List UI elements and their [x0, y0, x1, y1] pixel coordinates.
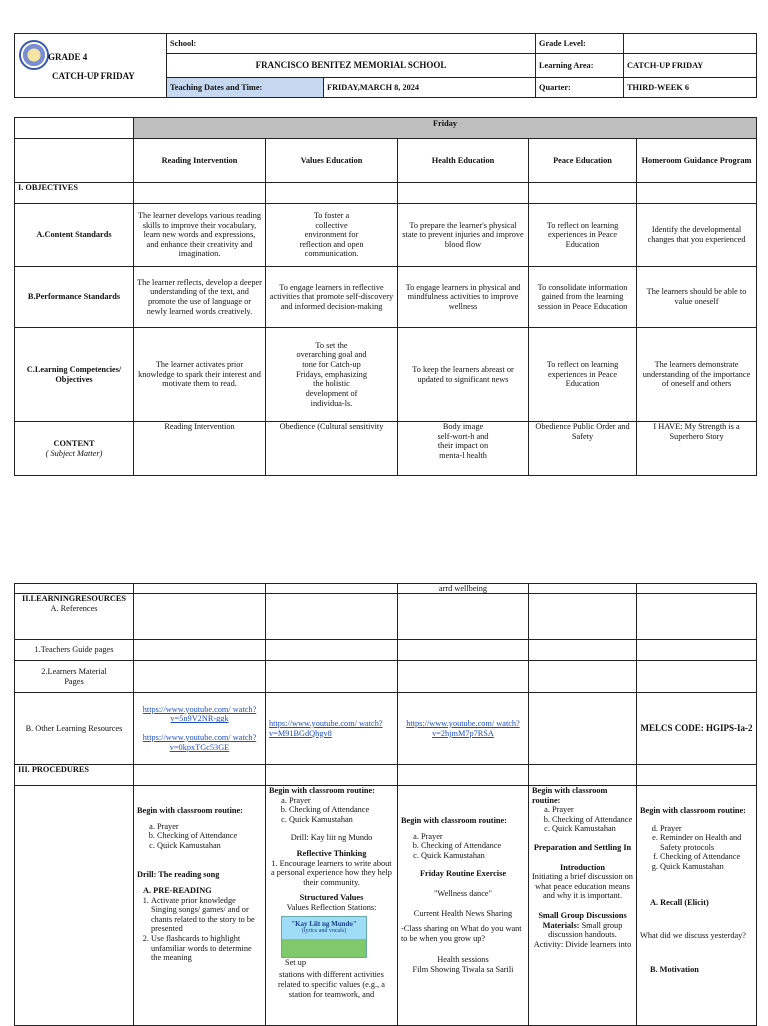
health-routine: Begin with classroom routine:	[401, 816, 507, 825]
values-link-cell	[266, 693, 398, 765]
list-item: b. Checking of Attendance	[289, 805, 394, 815]
col-values: Values Education	[266, 139, 398, 183]
competencies-peace: To reflect on learning experiences in Peace Education	[529, 328, 637, 422]
learning-area-value: CATCH-UP FRIDAY	[624, 53, 757, 77]
list-item: c. Quick Kamustahan	[421, 851, 525, 861]
film-showing: Film Showing Tiwala sa Sarili	[412, 965, 514, 975]
col-peace: Peace Education	[529, 139, 637, 183]
content-standards-values: To foster a collective environment for reflection and open communication.	[266, 204, 398, 267]
competencies-homeroom: The learners demonstrate understanding of the importance of oneself and others	[637, 328, 757, 422]
performance-standards-values: To engage learners in reflective activities that promote self-discovery and informed decision-making	[266, 267, 398, 328]
health-routine-list	[401, 832, 525, 861]
introduction-heading: Introduction	[559, 862, 606, 872]
values-link[interactable]: https://www.youtube.com/ watch?v=M91BGdQhgv8	[269, 718, 383, 738]
resources-label-cell	[15, 594, 134, 640]
preparation-heading: Preparation and Settling In	[533, 843, 632, 853]
resources-label: II.LEARNINGRESOURCES	[22, 594, 126, 603]
content-standards-label: A.Content Standards	[15, 204, 134, 267]
quarter-value: THIRD-WEEK 6	[624, 78, 757, 98]
list-item: c. Quick Kamustahan	[289, 815, 394, 825]
content-label: CONTENT	[53, 438, 95, 448]
small-group-heading: Small Group Discussions	[538, 911, 627, 921]
health-procedure	[398, 786, 529, 1026]
school-label: School:	[167, 34, 536, 54]
list-item: 1. Activate prior knowledge Singing songs/ games/ and or chants related to the story to be presented	[151, 896, 262, 934]
col-health: Health Education	[398, 139, 529, 183]
grade-level-value	[624, 34, 757, 54]
content-health: Body image self-wort-h and their impact on menta-l health	[398, 422, 529, 476]
peace-routine-list	[532, 805, 633, 834]
stations-label: Values Reflection Stations:	[286, 903, 377, 913]
health-sessions: Health sessions	[437, 955, 489, 965]
performance-standards-label: B.Performance Standards	[15, 267, 134, 328]
class-sharing: -Class sharing on What do you want to be when you grow up?	[401, 924, 522, 943]
structured-heading: Structured Values	[299, 893, 364, 903]
list-item: b. Checking of Attendance	[421, 841, 525, 851]
list-item: e. Reminder on Health and Safety protocols	[660, 833, 753, 852]
setup-text: Set up	[285, 957, 306, 967]
wellness-dance: "Wellness dance"	[434, 889, 492, 899]
col-reading: Reading Intervention	[134, 139, 266, 183]
teaching-dates-label: Teaching Dates and Time:	[167, 78, 324, 98]
pre-reading-heading: A. PRE-READING	[143, 886, 212, 896]
performance-standards-health: To engage learners in physical and mindfulness activities to improve wellness	[398, 267, 529, 328]
lm-label: 2.Learners Material Pages	[15, 661, 134, 693]
catchup-label: CATCH-UP FRIDAY	[52, 71, 135, 81]
lesson-table-1	[14, 117, 757, 476]
materials-value: Small group discussion handouts.	[548, 920, 623, 940]
references-label: A. References	[50, 603, 98, 613]
reflective-text: 1. Encourage learners to write about a personal experience how they help their community.	[271, 858, 392, 887]
empty-subject-corner	[15, 139, 134, 183]
values-routine: Begin with classroom routine:	[269, 786, 375, 795]
song-title: "Kay Liit ng Mundo"	[291, 919, 357, 928]
teaching-dates-value: FRIDAY,MARCH 8, 2024	[324, 78, 536, 98]
list-item: c. Quick Kamustahan	[552, 824, 633, 834]
homeroom-routine: Begin with classroom routine:	[640, 806, 746, 815]
content-standards-reading: The learner develops various reading skills to improve their vocabulary, learn new words and expressions, and enhance their creativity and imagination.	[134, 204, 266, 267]
content-reading: Reading Intervention	[134, 422, 266, 476]
grade-cell	[15, 34, 167, 98]
list-item: a. Prayer	[289, 796, 394, 806]
list-item: c. Quick Kamustahan	[157, 841, 262, 851]
performance-standards-peace: To consolidate information gained from the learning session in Peace Education	[529, 267, 637, 328]
friday-routine: Friday Routine Exercise	[419, 869, 507, 879]
list-item: d. Prayer	[660, 824, 753, 834]
header-table	[14, 33, 757, 98]
list-item: 2. Use flashcards to highlight unfamiliar words to determine the meaning	[151, 934, 262, 963]
materials-text	[532, 921, 633, 940]
content-label-cell	[15, 422, 134, 476]
health-news: Current Health News Sharing	[413, 908, 513, 918]
pre-reading-list	[137, 896, 262, 963]
recall-heading: A. Recall (Elicit)	[650, 897, 709, 907]
content-peace: Obedience Public Order and Safety	[529, 422, 637, 476]
list-item: a. Prayer	[552, 805, 633, 815]
reading-procedure	[134, 786, 266, 1026]
reading-link-1[interactable]: https://www.youtube.com/ watch?v=5n9V2NR-ggk	[142, 704, 257, 724]
other-resources-label: B. Other Learning Resources	[15, 693, 134, 765]
grade-level-label: Grade Level:	[536, 34, 624, 54]
values-drill: Drill: Kay liit ng Mundo	[290, 833, 373, 843]
values-routine-list	[269, 796, 394, 825]
introduction-text: Initiating a brief discussion on what peace education means and why it is important.	[532, 872, 633, 901]
subject-matter-label: ( Subject Matter)	[45, 448, 103, 458]
objectives-heading: I. OBJECTIVES	[15, 183, 134, 204]
health-link-cell	[398, 693, 529, 765]
homeroom-routine-list	[640, 824, 753, 872]
reflective-heading: Reflective Thinking	[296, 849, 367, 859]
competencies-values: To set the overarching goal and tone for Catch-up Fridays, emphasizing the holistic development of individua-ls.	[266, 328, 398, 422]
learning-area-label: Learning Area:	[536, 53, 624, 77]
health-link[interactable]: https://www.youtube.com/ watch?v=2hjmM7p7RSA	[406, 718, 520, 738]
list-item: f. Checking of Attendance	[660, 852, 753, 862]
deped-seal-icon	[19, 40, 49, 70]
procedures-heading: III. PROCEDURES	[15, 765, 134, 786]
competencies-reading: The learner activates prior knowledge to spark their interest and motivate them to read.	[134, 328, 266, 422]
stations-text: stations with different activities related to specific values (e.g., a station for teamwork, and	[278, 970, 385, 999]
performance-standards-reading: The learner reflects, develop a deeper understanding of the text, and promote the use of language or newly learned words creatively.	[134, 267, 266, 328]
materials-label: Materials:	[542, 920, 580, 930]
song-thumbnail-image	[281, 916, 367, 958]
competencies-label: C.Learning Competencies/ Objectives	[15, 328, 134, 422]
content-values: Obedience (Cultural sensitivity	[266, 422, 398, 476]
peace-routine: Begin with classroom routine:	[532, 786, 608, 805]
reading-link-2[interactable]: https://www.youtube.com/ watch?v=0kpxTGc53GE	[142, 733, 257, 752]
performance-standards-homeroom: The learners should be able to value oneself	[637, 267, 757, 328]
list-item: g. Quick Kamustahan	[660, 862, 753, 872]
reading-links-cell	[134, 693, 266, 765]
quarter-label: Quarter:	[536, 78, 624, 98]
list-item: b. Checking of Attendance	[157, 831, 262, 841]
melcs-code: MELCS CODE: HGIPS-Ia-2	[637, 693, 757, 765]
list-item: a. Prayer	[421, 832, 525, 842]
motivation-heading: B. Motivation	[650, 964, 699, 974]
content-homeroom: I HAVE: My Strength is a Superhero Story	[637, 422, 757, 476]
reading-routine-list	[137, 822, 262, 851]
day-header: Friday	[134, 118, 757, 139]
reading-drill: Drill: The reading song	[137, 870, 220, 880]
tg-label: 1.Teachers Guide pages	[15, 640, 134, 661]
school-name: FRANCISCO BENITEZ MEMORIAL SCHOOL	[167, 53, 536, 77]
song-row	[281, 916, 394, 968]
carry-over-text: arrd wellbeing	[398, 584, 529, 594]
peace-procedure	[529, 786, 637, 1026]
col-homeroom: Homeroom Guidance Program	[637, 139, 757, 183]
content-standards-homeroom: Identify the developmental changes that you experienced	[637, 204, 757, 267]
recall-question: What did we discuss yesterday?	[640, 931, 746, 941]
content-standards-peace: To reflect on learning experiences in Peace Education	[529, 204, 637, 267]
homeroom-procedure	[637, 786, 757, 1026]
lesson-table-2	[14, 583, 757, 1026]
song-subtitle: (lyrics and vocals)	[301, 927, 347, 934]
list-item: b. Checking of Attendance	[552, 815, 633, 825]
reading-routine: Begin with classroom routine:	[137, 806, 243, 815]
content-standards-health: To prepare the learner's physical state to prevent injuries and improve blood flow	[398, 204, 529, 267]
activity-text: Activity: Divide learners into	[533, 939, 632, 949]
competencies-health: To keep the learners abreast or updated to significant news	[398, 328, 529, 422]
values-procedure	[266, 786, 398, 1026]
grade-label: GRADE 4	[48, 52, 88, 62]
list-item: a. Prayer	[157, 822, 262, 832]
empty-corner	[15, 118, 134, 139]
